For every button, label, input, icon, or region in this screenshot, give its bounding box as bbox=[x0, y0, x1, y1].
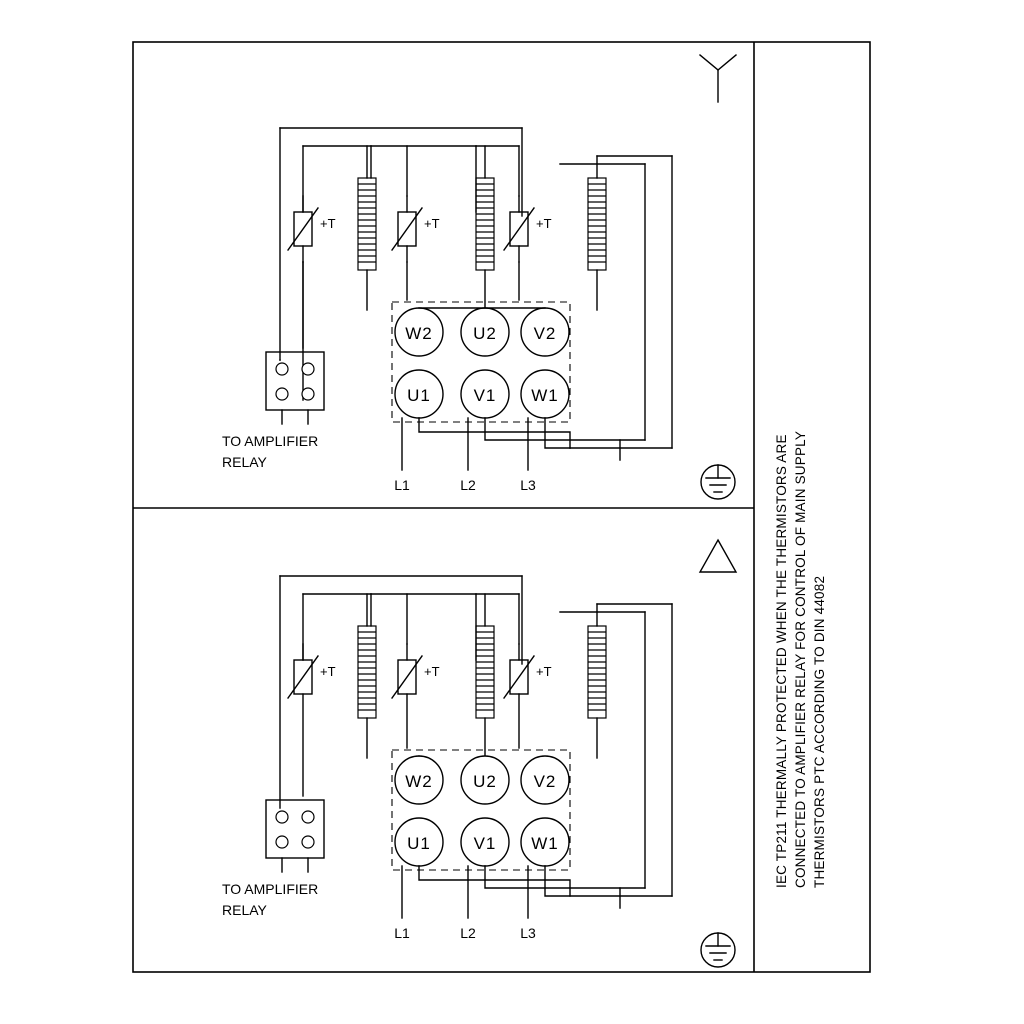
svg-text:+T: +T bbox=[320, 216, 336, 231]
coil-v-star bbox=[588, 156, 672, 448]
panel-delta bbox=[222, 540, 736, 967]
terminal-W1-delta bbox=[521, 818, 569, 866]
terminal-V2-delta bbox=[521, 756, 569, 804]
wye-symbol bbox=[700, 55, 736, 102]
amplifier-label-line1: TO AMPLIFIER bbox=[222, 433, 319, 449]
amplifier-label-line1: TO AMPLIFIER bbox=[222, 881, 319, 897]
coil-w-star bbox=[358, 146, 376, 310]
terminal-label: W1 bbox=[531, 834, 559, 853]
earth-ground-icon-delta bbox=[701, 933, 735, 967]
amplifier-label-line2: RELAY bbox=[222, 454, 267, 470]
supply-label-L3: L3 bbox=[520, 477, 536, 493]
amplifier-connector-star bbox=[266, 352, 324, 424]
coil-u-delta bbox=[476, 594, 494, 758]
terminal-label: U2 bbox=[473, 772, 497, 791]
terminal-V1-star bbox=[461, 370, 509, 418]
terminal-W2-star bbox=[395, 308, 443, 356]
terminal-label: W2 bbox=[405, 324, 433, 343]
terminal-label: W2 bbox=[405, 772, 433, 791]
side-note-line2: CONNECTED TO AMPLIFIER RELAY FOR CONTROL OF MAIN SUPPLY bbox=[793, 430, 808, 888]
terminal-label: V2 bbox=[533, 772, 557, 791]
thermistor-2-delta bbox=[392, 644, 440, 748]
amplifier-label-line2: RELAY bbox=[222, 902, 267, 918]
terminal-label: V2 bbox=[533, 324, 557, 343]
side-note bbox=[774, 431, 827, 888]
supply-label-L2: L2 bbox=[460, 925, 476, 941]
amplifier-connector-delta bbox=[266, 800, 324, 872]
delta-symbol bbox=[700, 540, 736, 572]
svg-text:+T: +T bbox=[536, 664, 552, 679]
thermistor-2-star bbox=[392, 196, 440, 262]
terminal-W1-star bbox=[521, 370, 569, 418]
terminal-label: U2 bbox=[473, 324, 497, 343]
svg-text:+T: +T bbox=[424, 664, 440, 679]
thermistor-1-delta bbox=[288, 644, 336, 796]
coil-w-delta bbox=[358, 594, 376, 758]
svg-text:+T: +T bbox=[320, 664, 336, 679]
terminal-label: U1 bbox=[407, 834, 431, 853]
coil-v-delta bbox=[588, 604, 672, 896]
supply-label-L3: L3 bbox=[520, 925, 536, 941]
terminal-U1-star bbox=[395, 370, 443, 418]
side-note-line1: IEC TP211 THERMALLY PROTECTED WHEN THE THERMISTORS ARE bbox=[774, 434, 789, 888]
terminal-W2-delta bbox=[395, 756, 443, 804]
terminal-V2-star bbox=[521, 308, 569, 356]
supply-label-L1: L1 bbox=[394, 477, 410, 493]
coil-u-star bbox=[476, 146, 494, 310]
supply-label-L1: L1 bbox=[394, 925, 410, 941]
side-note-line3: THERMISTORS PTC ACCORDING TO DIN 44082 bbox=[812, 575, 827, 888]
terminal-label: V1 bbox=[473, 386, 497, 405]
svg-text:+T: +T bbox=[536, 216, 552, 231]
thermistor-3-star bbox=[504, 196, 552, 262]
earth-ground-icon-star bbox=[701, 465, 735, 499]
svg-text:+T: +T bbox=[424, 216, 440, 231]
panel-star bbox=[222, 55, 736, 499]
supply-label-L2: L2 bbox=[460, 477, 476, 493]
terminal-label: U1 bbox=[407, 386, 431, 405]
terminal-U2-star bbox=[461, 308, 509, 356]
terminal-U2-delta bbox=[461, 756, 509, 804]
terminal-label: W1 bbox=[531, 386, 559, 405]
thermistor-1-star bbox=[288, 196, 336, 262]
thermistor-3-delta bbox=[504, 644, 552, 748]
terminal-V1-delta bbox=[461, 818, 509, 866]
terminal-label: V1 bbox=[473, 834, 497, 853]
terminal-U1-delta bbox=[395, 818, 443, 866]
